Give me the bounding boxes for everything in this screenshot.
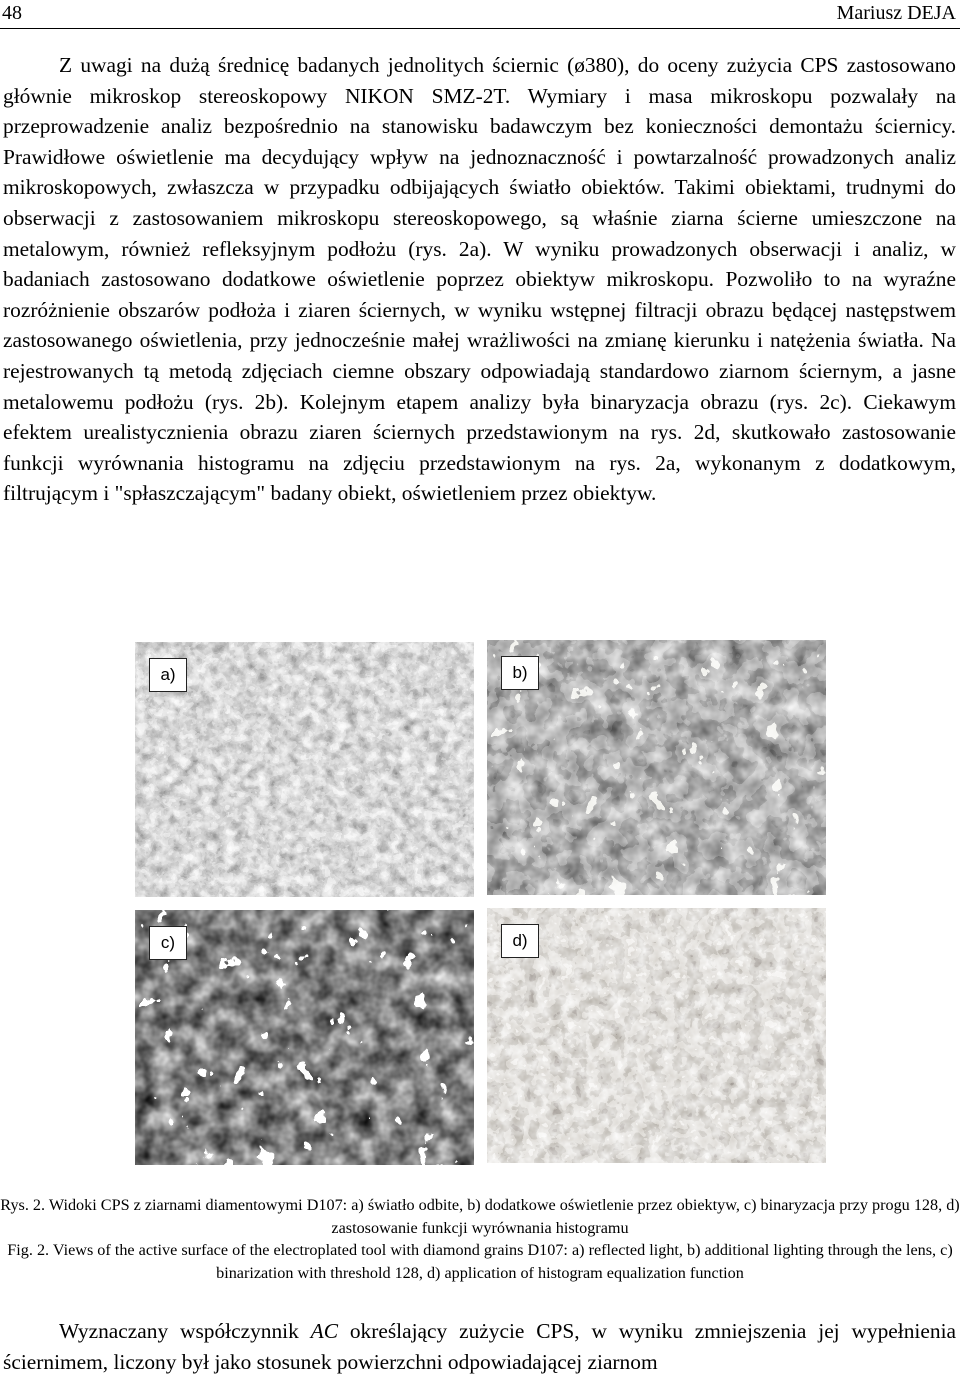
page-number: 48 — [2, 2, 22, 24]
paragraph-text-after: określający zużycie CPS, w wyniku zmniejszenia jej wypełnienia ściernimem, liczony był jako stosunek powierzchni odpowiadającej ziarnom — [3, 1319, 957, 1374]
panel-label-c: c) — [149, 926, 187, 960]
body-paragraph-continued — [3, 1316, 956, 1377]
micrograph-reflected-light — [135, 642, 474, 897]
figure-2 — [133, 640, 827, 1166]
micrograph-additional-lighting — [487, 640, 826, 895]
micrograph-binarization — [135, 910, 474, 1165]
paragraph-text-before: Wyznaczany współczynnik — [59, 1319, 311, 1343]
panel-label-a: a) — [149, 658, 187, 692]
panel-label-b: b) — [501, 656, 539, 690]
figure-caption-english: Fig. 2. Views of the active surface of the electroplated tool with diamond grains D107: a) reflected light, b) additional lighting through the lens, c) binarization with threshold 128, d) application of histogram equalization function — [7, 1241, 953, 1282]
symbol-ac: AC — [310, 1319, 338, 1343]
micrograph-histogram-equalization — [487, 908, 826, 1163]
header-rule — [0, 28, 960, 29]
figure-caption-polish: Rys. 2. Widoki CPS z ziarnami diamentowymi D107: a) światło odbite, b) dodatkowe oświetlenie przez obiektyw, c) binaryzacja przy progu 128, d) zastosowanie funkcji wyrównania histogramu — [0, 1196, 960, 1237]
running-author: Mariusz DEJA — [836, 2, 956, 24]
page-header — [0, 0, 960, 30]
body-paragraph: Z uwagi na dużą średnicę badanych jednolitych ściernic (ø380), do oceny zużycia CPS zastosowano głównie mikroskop stereoskopowy NIKON SMZ-2T. Wymiary i masa mikroskopu pozwalały na przeprowadzenie analiz bezpośrednio na stanowisku badawczym bez konieczności demontażu ściernicy. Prawidłowe oświetlenie ma decydujący wpływ na jednoznaczność i powtarzalność prowadzonych analiz mikroskopowych, zwłaszcza w przypadku odbijających światło obiektów. Takimi obiektami, trudnymi do obserwacji z zastosowaniem mikroskopu stereoskopowego, są właśnie ziarna ścierne umieszczone na metalowym, również refleksyjnym podłożu (rys. 2a). W wyniku prowadzonych obserwacji i analiz, w badaniach zastosowano dodatkowe oświetlenie poprzez obiektyw mikroskopu. Pozwoliło to na wyraźne rozróżnienie obszarów podłoża i ziaren ściernych, w wyniku wstępnej filtracji obrazu będącej następstwem zastosowanego oświetlenia, przy jednocześnie małej wrażliwości na zmianę kierunku i natężenia światła. Na rejestrowanych tą metodą zdjęciach ciemne obszary odpowiadają standardowo ziarnom ściernym, a jasne metalowemu podłożu (rys. 2b). Kolejnym etapem analizy była binaryzacja obrazu (rys. 2c). Ciekawym efektem urealistycznienia obrazu ziaren ściernych przedstawionym na rys. 2d, skutkowało zastosowanie funkcji wyrównania histogramu na zdjęciu przedstawionym na rys. 2a, wykonanym z dodatkowym, filtrującym i "spłaszczającym" badany obiekt, oświetleniem przez obiektyw. — [3, 53, 956, 506]
panel-label-d: d) — [501, 924, 539, 958]
